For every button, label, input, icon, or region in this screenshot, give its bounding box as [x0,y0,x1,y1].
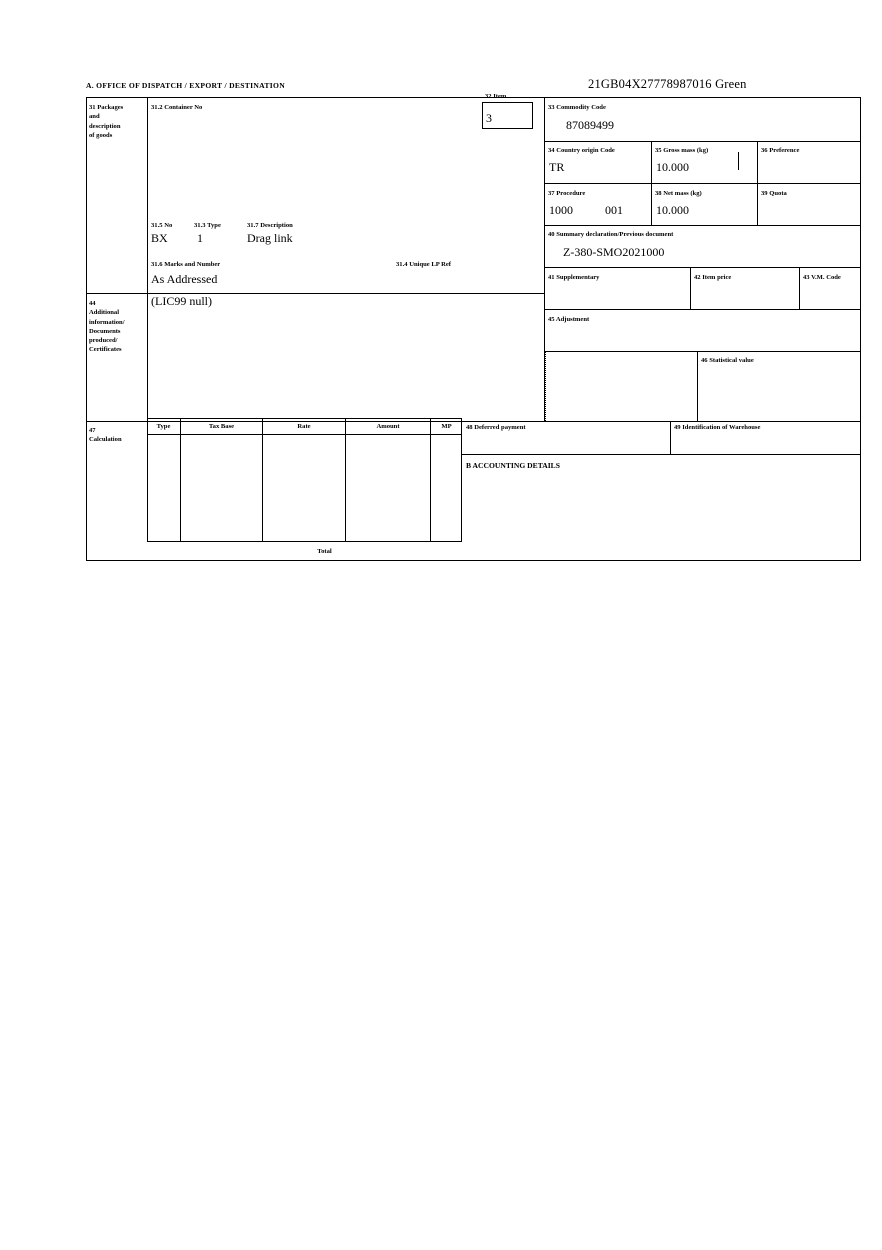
box38-net-mass-label: 38 Net mass (kg) [655,190,702,197]
box48-box49-divider [670,421,671,454]
box37-row-bottom-divider [544,225,861,226]
declaration-reference: 21GB04X27778987016 Green [588,77,747,91]
box44-side-label-line-0: 44 [89,300,96,307]
box39-quota-label: 39 Quota [761,190,787,197]
box31-2-container-no-label: 31.2 Container No [151,104,203,111]
box44-side-label-line-1: Additional [89,309,120,317]
box31-7-description-value: Drag link [247,231,293,245]
box45-bottom-divider [544,351,861,352]
box35-separator-tick [738,152,739,170]
box47-side-label-line-0: 47 [89,427,96,434]
box44-side-label-line-5: Certificates [89,346,122,354]
box34-box35-divider [651,141,652,183]
office-of-dispatch-label: A. OFFICE OF DISPATCH / EXPORT / DESTINATION [86,81,285,90]
box41-box42-divider [690,267,691,309]
box32-item [482,93,533,129]
box47-calculation-grid [147,418,462,542]
box48-deferred-payment-label: 48 Deferred payment [466,424,526,431]
box36-preference-label: 36 Preference [761,147,800,154]
box31-7-description-label: 31.7 Description [247,222,293,229]
box37-procedure-label: 37 Procedure [548,190,586,197]
box41-supplementary-label: 41 Supplementary [548,274,600,281]
box47-header-row-divider [147,434,462,435]
box43-vm-code-label: 43 V.M. Code [803,274,841,281]
side-label-column-divider [147,97,148,421]
box31-side-label-line-2: description [89,122,121,130]
box49-warehouse-label: 49 Identification of Warehouse [674,424,761,431]
box44-side-label [89,299,125,355]
box44-side-label-line-4: produced/ [89,337,118,345]
box35-box36-divider [757,141,758,183]
box41-row-bottom-divider [544,309,861,310]
box37-box38-divider [651,183,652,225]
box47-side-label-line-1: Calculation [89,436,122,444]
box47-col-divider-type [180,418,181,542]
box45-adjustment-label: 45 Adjustment [548,316,590,323]
box44-additional-information-value: (LIC99 null) [151,294,212,308]
box32-item-value: 3 [486,111,492,125]
box31-side-label-line-1: and [89,113,100,121]
box31-3-type-label: 31.3 Type [194,222,221,229]
box32-item-label: 32 Item [485,93,507,100]
box47-side-label [89,426,122,445]
box31-5-no-value: 1 [197,231,203,245]
box46-left-divider [697,351,698,421]
box47-col-header-mp: MP [441,423,452,430]
box31-side-label-line-3: of goods [89,131,113,139]
box40-summary-declaration-label: 40 Summary declaration/Previous document [548,231,674,238]
box31-4-unique-lp-ref-label: 31.4 Unique LP Ref [396,261,451,268]
box44-side-label-line-3: Documents [89,327,121,335]
box31-3-type-value: BX [151,231,168,245]
box48-row-bottom-divider [462,454,861,455]
boxB-accounting-details-label: B ACCOUNTING DETAILS [466,461,560,470]
box34-country-origin-label: 34 Country origin Code [548,147,615,154]
box47-col-divider-amount [430,418,431,542]
box34-country-origin-value: TR [549,160,565,174]
box31-5-no-label: 31.5 No [151,222,173,229]
box40-bottom-divider [544,267,861,268]
box33-bottom-divider [544,141,861,142]
box42-item-price-label: 42 Item price [694,274,732,281]
box31-side-label [89,103,123,140]
box47-col-divider-rate [345,418,346,542]
box35-gross-mass-label: 35 Gross mass (kg) [655,147,709,154]
box40-summary-declaration-value: Z-380-SMO2021000 [563,245,665,259]
box35-gross-mass-value: 10.000 [656,160,689,174]
box47-col-header-type: Type [156,423,171,430]
box31-6-marks-value: As Addressed [151,272,218,286]
box46-statistical-value-label: 46 Statistical value [701,357,754,364]
box47-col-header-rate: Rate [297,423,311,430]
box38-net-mass-value: 10.000 [656,203,689,217]
box31-side-label-line-0: 31 Packages [89,104,124,111]
box33-commodity-code-label: 33 Commodity Code [548,104,606,111]
box47-col-header-tax-base: Tax Base [208,423,235,430]
box31-6-marks-label: 31.6 Marks and Number [151,261,221,268]
box44-side-label-line-2: information/ [89,318,125,326]
box47-col-divider-taxbase [262,418,263,542]
box33-commodity-code-value: 87089499 [566,118,614,132]
box47-total-label: Total [317,548,332,555]
box34-row-bottom-divider [544,183,861,184]
box37-procedure-value-2: 001 [605,203,623,217]
box42-box43-divider [799,267,800,309]
box45-dotted-divider [545,351,546,421]
box38-box39-divider [757,183,758,225]
box47-col-header-amount: Amount [376,423,400,430]
box37-procedure-value-1: 1000 [549,203,573,217]
